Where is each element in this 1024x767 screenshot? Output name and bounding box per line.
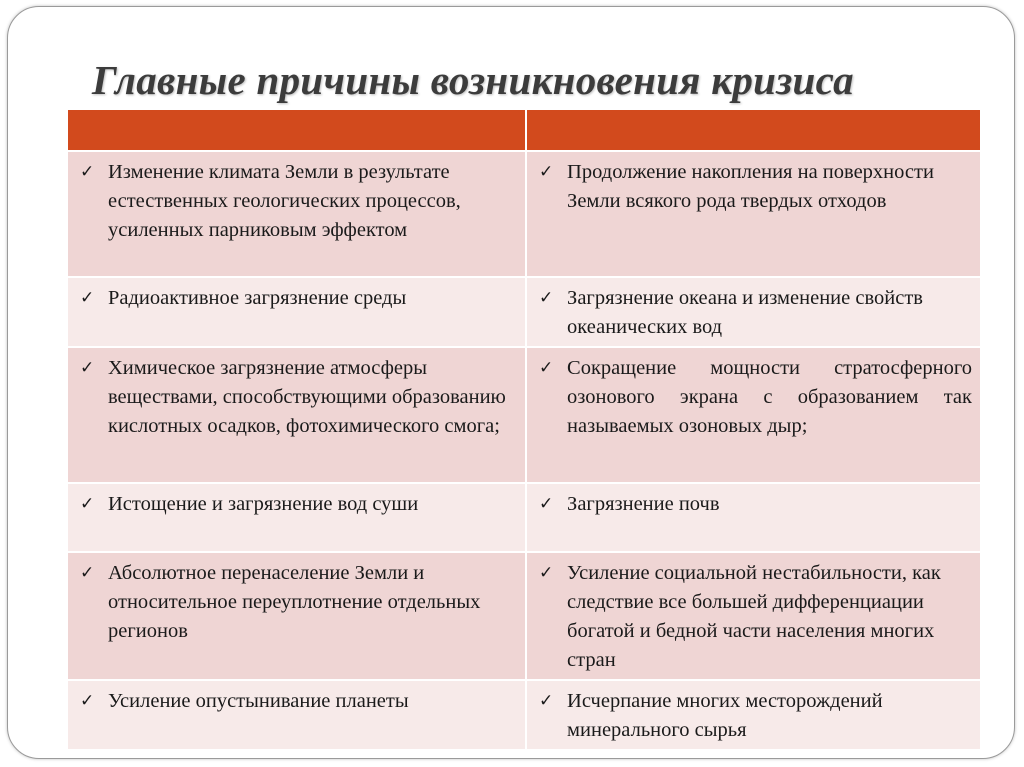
cause-text: Химическое загрязнение атмосферы веществами, способствующими образованию кислотных осадков, фотохимического смога;: [108, 357, 506, 437]
table-row: [67, 347, 981, 483]
table-cell-right: [526, 552, 981, 680]
causes-table: [66, 108, 982, 751]
table-cell-left: [67, 680, 526, 750]
check-mark-icon: ✓: [539, 691, 554, 711]
table-cell-right: [526, 277, 981, 347]
check-mark-icon: ✓: [539, 288, 554, 308]
table-cell-left: [67, 347, 526, 483]
table-row: [67, 277, 981, 347]
table-row: [67, 483, 981, 552]
cause-text: Исчерпание многих месторождений минерального сырья: [567, 690, 883, 741]
table-header-left: [67, 109, 526, 151]
cause-text: Истощение и загрязнение вод суши: [108, 493, 419, 515]
cause-text: Усиление социальной нестабильности, как следствие все большей дифференциации богатой и бедной части населения многих стран: [567, 562, 941, 671]
cause-text: Усиление опустынивание планеты: [108, 690, 409, 712]
check-mark-icon: ✓: [539, 494, 554, 514]
table-row: [67, 680, 981, 750]
cause-text: Загрязнение океана и изменение свойств океанических вод: [567, 287, 923, 338]
check-mark-icon: ✓: [80, 288, 95, 308]
check-mark-icon: ✓: [80, 563, 95, 583]
check-mark-icon: ✓: [539, 563, 554, 583]
slide-title: Главные причины возникновения кризиса: [92, 57, 854, 103]
cause-text: Изменение климата Земли в результате естественных геологических процессов, усиленных парниковым эффектом: [108, 161, 461, 241]
check-mark-icon: ✓: [80, 494, 95, 514]
cause-text: Продолжение накопления на поверхности Земли всякого рода твердых отходов: [567, 161, 934, 212]
table-cell-right: [526, 680, 981, 750]
table-row: [67, 151, 981, 277]
cause-text: Загрязнение почв: [567, 493, 720, 515]
table-cell-right: [526, 483, 981, 552]
check-mark-icon: ✓: [80, 358, 95, 378]
table-cell-left: [67, 552, 526, 680]
table-cell-right: [526, 151, 981, 277]
table-cell-left: [67, 151, 526, 277]
check-mark-icon: ✓: [80, 691, 95, 711]
table-row: [67, 552, 981, 680]
table-header-row: [67, 109, 981, 151]
table-cell-left: [67, 483, 526, 552]
cause-text: Абсолютное перенаселение Земли и относительное переуплотнение отдельных регионов: [108, 562, 481, 642]
cause-text: Сокращение мощности стратосферного озонового экрана с образованием так называемых озоновых дыр;: [567, 357, 972, 437]
cause-text: Радиоактивное загрязнение среды: [108, 287, 407, 309]
check-mark-icon: ✓: [539, 162, 554, 182]
table-cell-left: [67, 277, 526, 347]
table-header-right: [526, 109, 981, 151]
check-mark-icon: ✓: [80, 162, 95, 182]
check-mark-icon: ✓: [539, 358, 554, 378]
table-cell-right: [526, 347, 981, 483]
